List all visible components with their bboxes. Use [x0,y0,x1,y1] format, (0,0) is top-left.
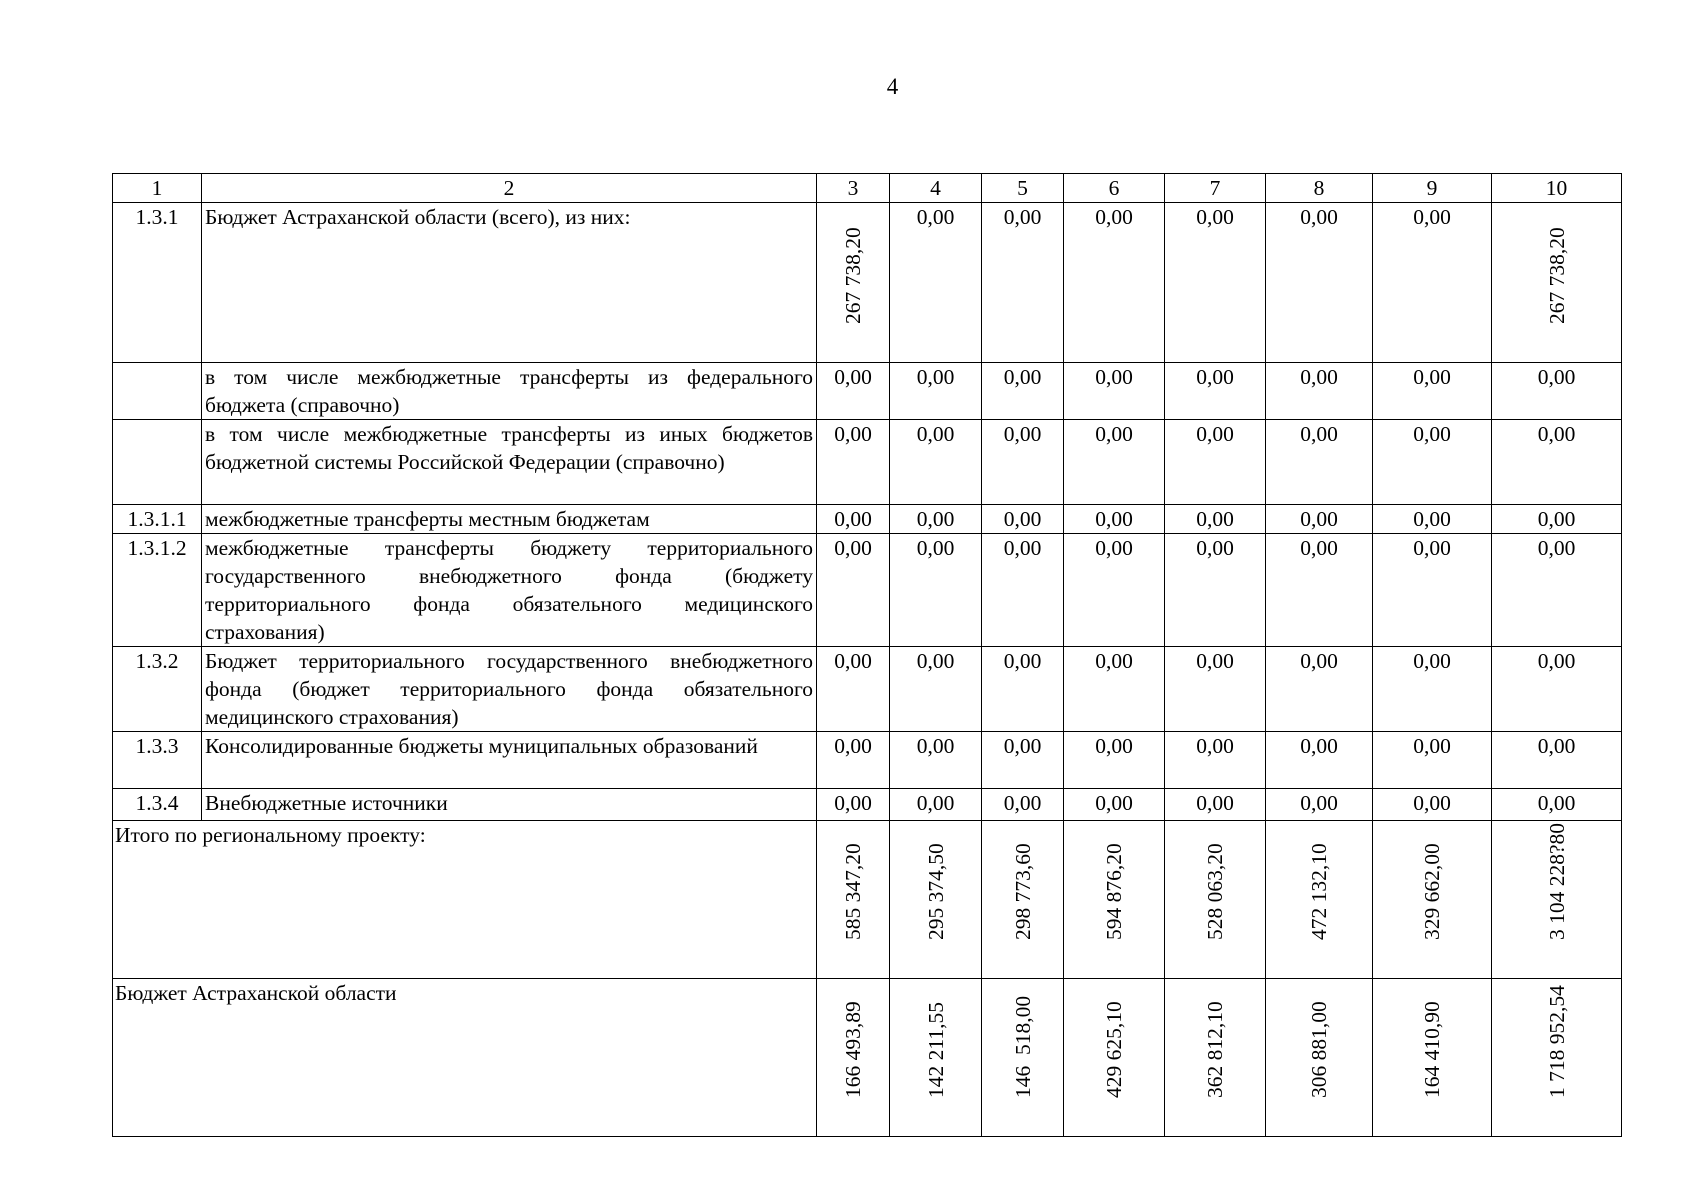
column-number: 6 [1064,174,1165,203]
value-text: 362 812,10 [1203,1001,1227,1098]
value-cell: 0,00 [1266,732,1373,789]
table-row [113,789,1622,821]
value-cell: 0,00 [1165,203,1266,363]
value-cell: 0,00 [1373,789,1492,821]
value-text: 298 773,60 [1010,843,1035,940]
column-number: 8 [1266,174,1373,203]
value-text: 3 104 228?80 [1544,822,1569,940]
row-label: в том числе межбюджетные трансферты из иных бюджетов бюджетной системы Российской Федерации (справочно) [202,420,817,505]
row-code [113,363,202,420]
value-cell [1165,821,1266,979]
row-code: 1.3.1.2 [113,534,202,647]
value-cell: 0,00 [1266,789,1373,821]
row-label: Внебюджетные источники [202,789,817,821]
value-cell: 0,00 [982,505,1064,534]
value-cell: 0,00 [890,534,982,647]
value-cell: 0,00 [890,363,982,420]
value-cell: 0,00 [982,203,1064,363]
row-code: 1.3.3 [113,732,202,789]
column-number: 4 [890,174,982,203]
column-number: 1 [113,174,202,203]
value-cell [1373,821,1492,979]
value-text: 142 211,55 [923,1002,948,1098]
value-cell: 0,00 [1373,363,1492,420]
table-row [113,420,1622,505]
value-cell [890,821,982,979]
value-cell: 0,00 [817,789,890,821]
value-cell: 0,00 [890,789,982,821]
value-cell: 0,00 [1266,420,1373,505]
value-cell [1266,979,1373,1137]
value-cell: 0,00 [1064,534,1165,647]
total-label: Бюджет Астраханской области [113,979,817,1137]
value-cell: 0,00 [817,534,890,647]
value-cell: 0,00 [890,732,982,789]
value-cell: 0,00 [1064,647,1165,732]
value-cell [1492,979,1622,1137]
value-cell: 0,00 [1165,732,1266,789]
value-cell: 0,00 [1266,647,1373,732]
value-text: 472 132,10 [1307,843,1331,940]
value-cell: 0,00 [890,420,982,505]
value-cell: 0,00 [982,732,1064,789]
value-cell: 0,00 [1165,363,1266,420]
value-cell: 0,00 [817,732,890,789]
value-cell: 0,00 [982,420,1064,505]
value-cell: 0,00 [1492,647,1622,732]
column-number: 7 [1165,174,1266,203]
value-cell: 0,00 [1266,505,1373,534]
value-cell: 0,00 [890,647,982,732]
row-label: Консолидированные бюджеты муниципальных образований [202,732,817,789]
value-text: 594 876,20 [1102,843,1126,940]
value-cell [1064,979,1165,1137]
value-cell [1492,203,1622,363]
value-text: 429 625,10 [1102,1001,1126,1098]
table-row [113,647,1622,732]
value-text: 585 347,20 [841,843,865,940]
value-cell: 0,00 [1165,789,1266,821]
column-number: 3 [817,174,890,203]
table-row [113,363,1622,420]
total-label: Итого по региональному проекту: [113,821,817,979]
value-cell: 0,00 [1373,732,1492,789]
value-cell: 0,00 [1064,420,1165,505]
value-cell: 0,00 [1492,534,1622,647]
value-cell: 0,00 [1373,505,1492,534]
value-cell: 0,00 [1373,534,1492,647]
value-cell [1266,821,1373,979]
value-text: 295 374,50 [923,843,948,940]
value-cell: 0,00 [1492,505,1622,534]
value-text: 306 881,00 [1307,1001,1331,1098]
value-text: 1 718 952,54 [1544,985,1569,1098]
value-cell: 0,00 [982,789,1064,821]
value-cell: 0,00 [1064,203,1165,363]
value-cell: 0,00 [1064,732,1165,789]
total-row [113,821,1622,979]
value-cell: 0,00 [982,647,1064,732]
column-number: 5 [982,174,1064,203]
table-row [113,732,1622,789]
table-row [113,203,1622,363]
column-number: 10 [1492,174,1622,203]
value-cell: 0,00 [1266,534,1373,647]
table-row [113,534,1622,647]
row-label: межбюджетные трансферты местным бюджетам [202,505,817,534]
page-number: 4 [886,74,899,99]
value-cell: 0,00 [1064,789,1165,821]
value-cell: 0,00 [1492,789,1622,821]
value-cell: 0,00 [1064,505,1165,534]
column-number: 2 [202,174,817,203]
value-cell [1373,979,1492,1137]
value-cell [817,821,890,979]
value-cell: 0,00 [1492,420,1622,505]
value-cell: 0,00 [982,534,1064,647]
value-cell: 0,00 [1373,420,1492,505]
value-text: 329 662,00 [1420,843,1444,940]
column-number-row [113,174,1622,203]
value-cell: 0,00 [1266,363,1373,420]
row-label: Бюджет Астраханской области (всего), из них: [202,203,817,363]
row-label: в том числе межбюджетные трансферты из федерального бюджета (справочно) [202,363,817,420]
value-cell: 0,00 [817,647,890,732]
value-text: 267 738,20 [841,227,865,324]
value-cell: 0,00 [1492,363,1622,420]
value-cell: 0,00 [1165,505,1266,534]
value-cell [1492,821,1622,979]
row-code: 1.3.1 [113,203,202,363]
row-label: Бюджет территориального государственного внебюджетного фонда (бюджет территориального фонда обязательного медицинского страхования) [202,647,817,732]
row-code [113,420,202,505]
value-cell: 0,00 [1492,732,1622,789]
value-cell [982,979,1064,1137]
value-cell: 0,00 [1165,420,1266,505]
value-cell: 0,00 [817,505,890,534]
value-cell: 0,00 [1373,203,1492,363]
row-code: 1.3.2 [113,647,202,732]
row-code: 1.3.1.1 [113,505,202,534]
value-text: 164 410,90 [1420,1001,1444,1098]
value-cell: 0,00 [1373,647,1492,732]
value-cell: 0,00 [817,420,890,505]
value-text: 528 063,20 [1203,843,1227,940]
value-cell: 0,00 [817,363,890,420]
value-cell [817,979,890,1137]
value-cell: 0,00 [982,363,1064,420]
budget-table [112,173,1622,1137]
value-cell: 0,00 [1165,647,1266,732]
total-row [113,979,1622,1137]
value-text: 166 493,89 [841,1001,865,1098]
value-cell [890,979,982,1137]
row-label: межбюджетные трансферты бюджету территориального государственного внебюджетного фонда (бюджету территориального фонда обязательного медицинского страхования) [202,534,817,647]
value-cell: 0,00 [1266,203,1373,363]
value-cell: 0,00 [890,203,982,363]
value-cell: 0,00 [890,505,982,534]
value-cell [1165,979,1266,1137]
table-row [113,505,1622,534]
value-cell [817,203,890,363]
value-text: 146 518,00 [1010,995,1035,1098]
value-cell: 0,00 [1064,363,1165,420]
value-text: 267 738,20 [1544,227,1569,324]
value-cell [1064,821,1165,979]
row-code: 1.3.4 [113,789,202,821]
value-cell: 0,00 [1165,534,1266,647]
value-cell [982,821,1064,979]
column-number: 9 [1373,174,1492,203]
